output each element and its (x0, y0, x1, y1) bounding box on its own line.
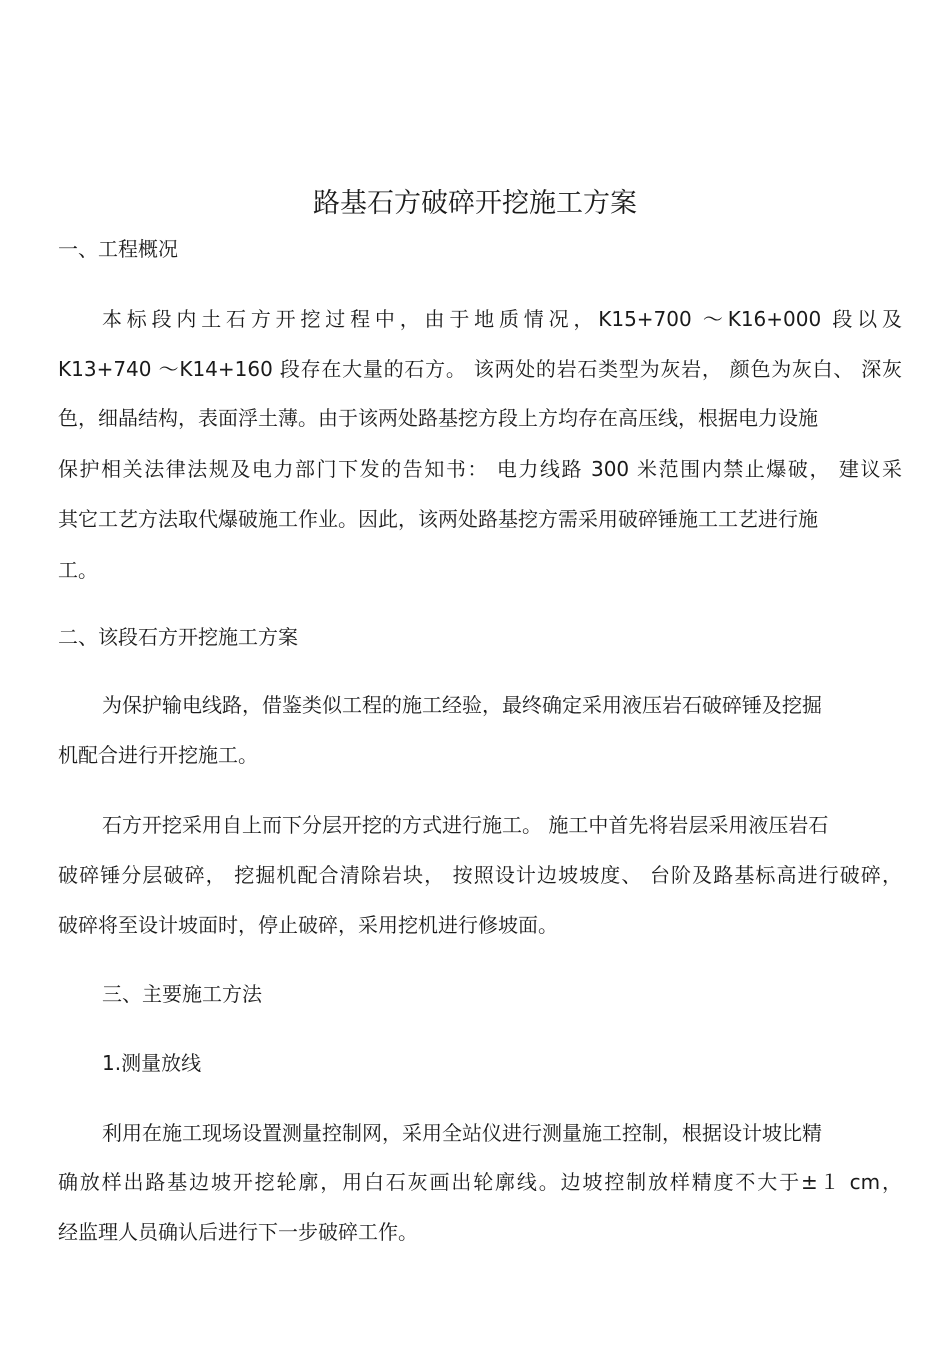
subsection-heading-survey: 1.测量放线 (102, 1051, 202, 1075)
section-heading-plan: 二、该段石方开挖施工方案 (58, 625, 298, 649)
paragraph-line: 保护相关法律法规及电力部门下发的告知书： 电力线路 300 米范围内禁止爆破， 建议采 (58, 457, 902, 481)
paragraph-line: 其它工艺方法取代爆破施工作业。因此，该两处路基挖方需采用破碎锤施工工艺进行施 (58, 507, 818, 531)
paragraph-line: 本标段内土石方开挖过程中，由于地质情况，K15+700 ～K16+000 段以及 (102, 307, 902, 331)
paragraph-line: 色，细晶结构，表面浮土薄。由于该两处路基挖方段上方均存在高压线，根据电力设施 (58, 406, 818, 430)
section-heading-overview: 一、工程概况 (58, 237, 178, 261)
paragraph-line: 利用在施工现场设置测量控制网，采用全站仪进行测量施工控制，根据设计坡比精 (102, 1121, 822, 1145)
paragraph-line: 破碎将至设计坡面时，停止破碎，采用挖机进行修坡面。 (58, 913, 558, 937)
paragraph-line: 为保护输电线路，借鉴类似工程的施工经验，最终确定采用液压岩石破碎锤及挖掘 (102, 693, 822, 717)
paragraph-line: K13+740 ～K14+160 段存在大量的石方。 该两处的岩石类型为灰岩， 颜色为灰白、 深灰 (58, 357, 902, 381)
document-title: 路基石方破碎开挖施工方案 (313, 188, 637, 219)
paragraph-line: 工。 (58, 558, 98, 582)
paragraph-line: 石方开挖采用自上而下分层开挖的方式进行施工。 施工中首先将岩层采用液压岩石 (102, 813, 829, 837)
paragraph-line: 破碎锤分层破碎， 挖掘机配合清除岩块， 按照设计边坡坡度、 台阶及路基标高进行破碎， (58, 863, 902, 887)
section-heading-methods: 三、主要施工方法 (102, 982, 262, 1006)
paragraph-line: 经监理人员确认后进行下一步破碎工作。 (58, 1220, 418, 1244)
paragraph-line: 机配合进行开挖施工。 (58, 743, 258, 767)
paragraph-line: 确放样出路基边坡开挖轮廓，用白石灰画出轮廓线。边坡控制放样精度不大于±１ cm， (58, 1170, 902, 1194)
